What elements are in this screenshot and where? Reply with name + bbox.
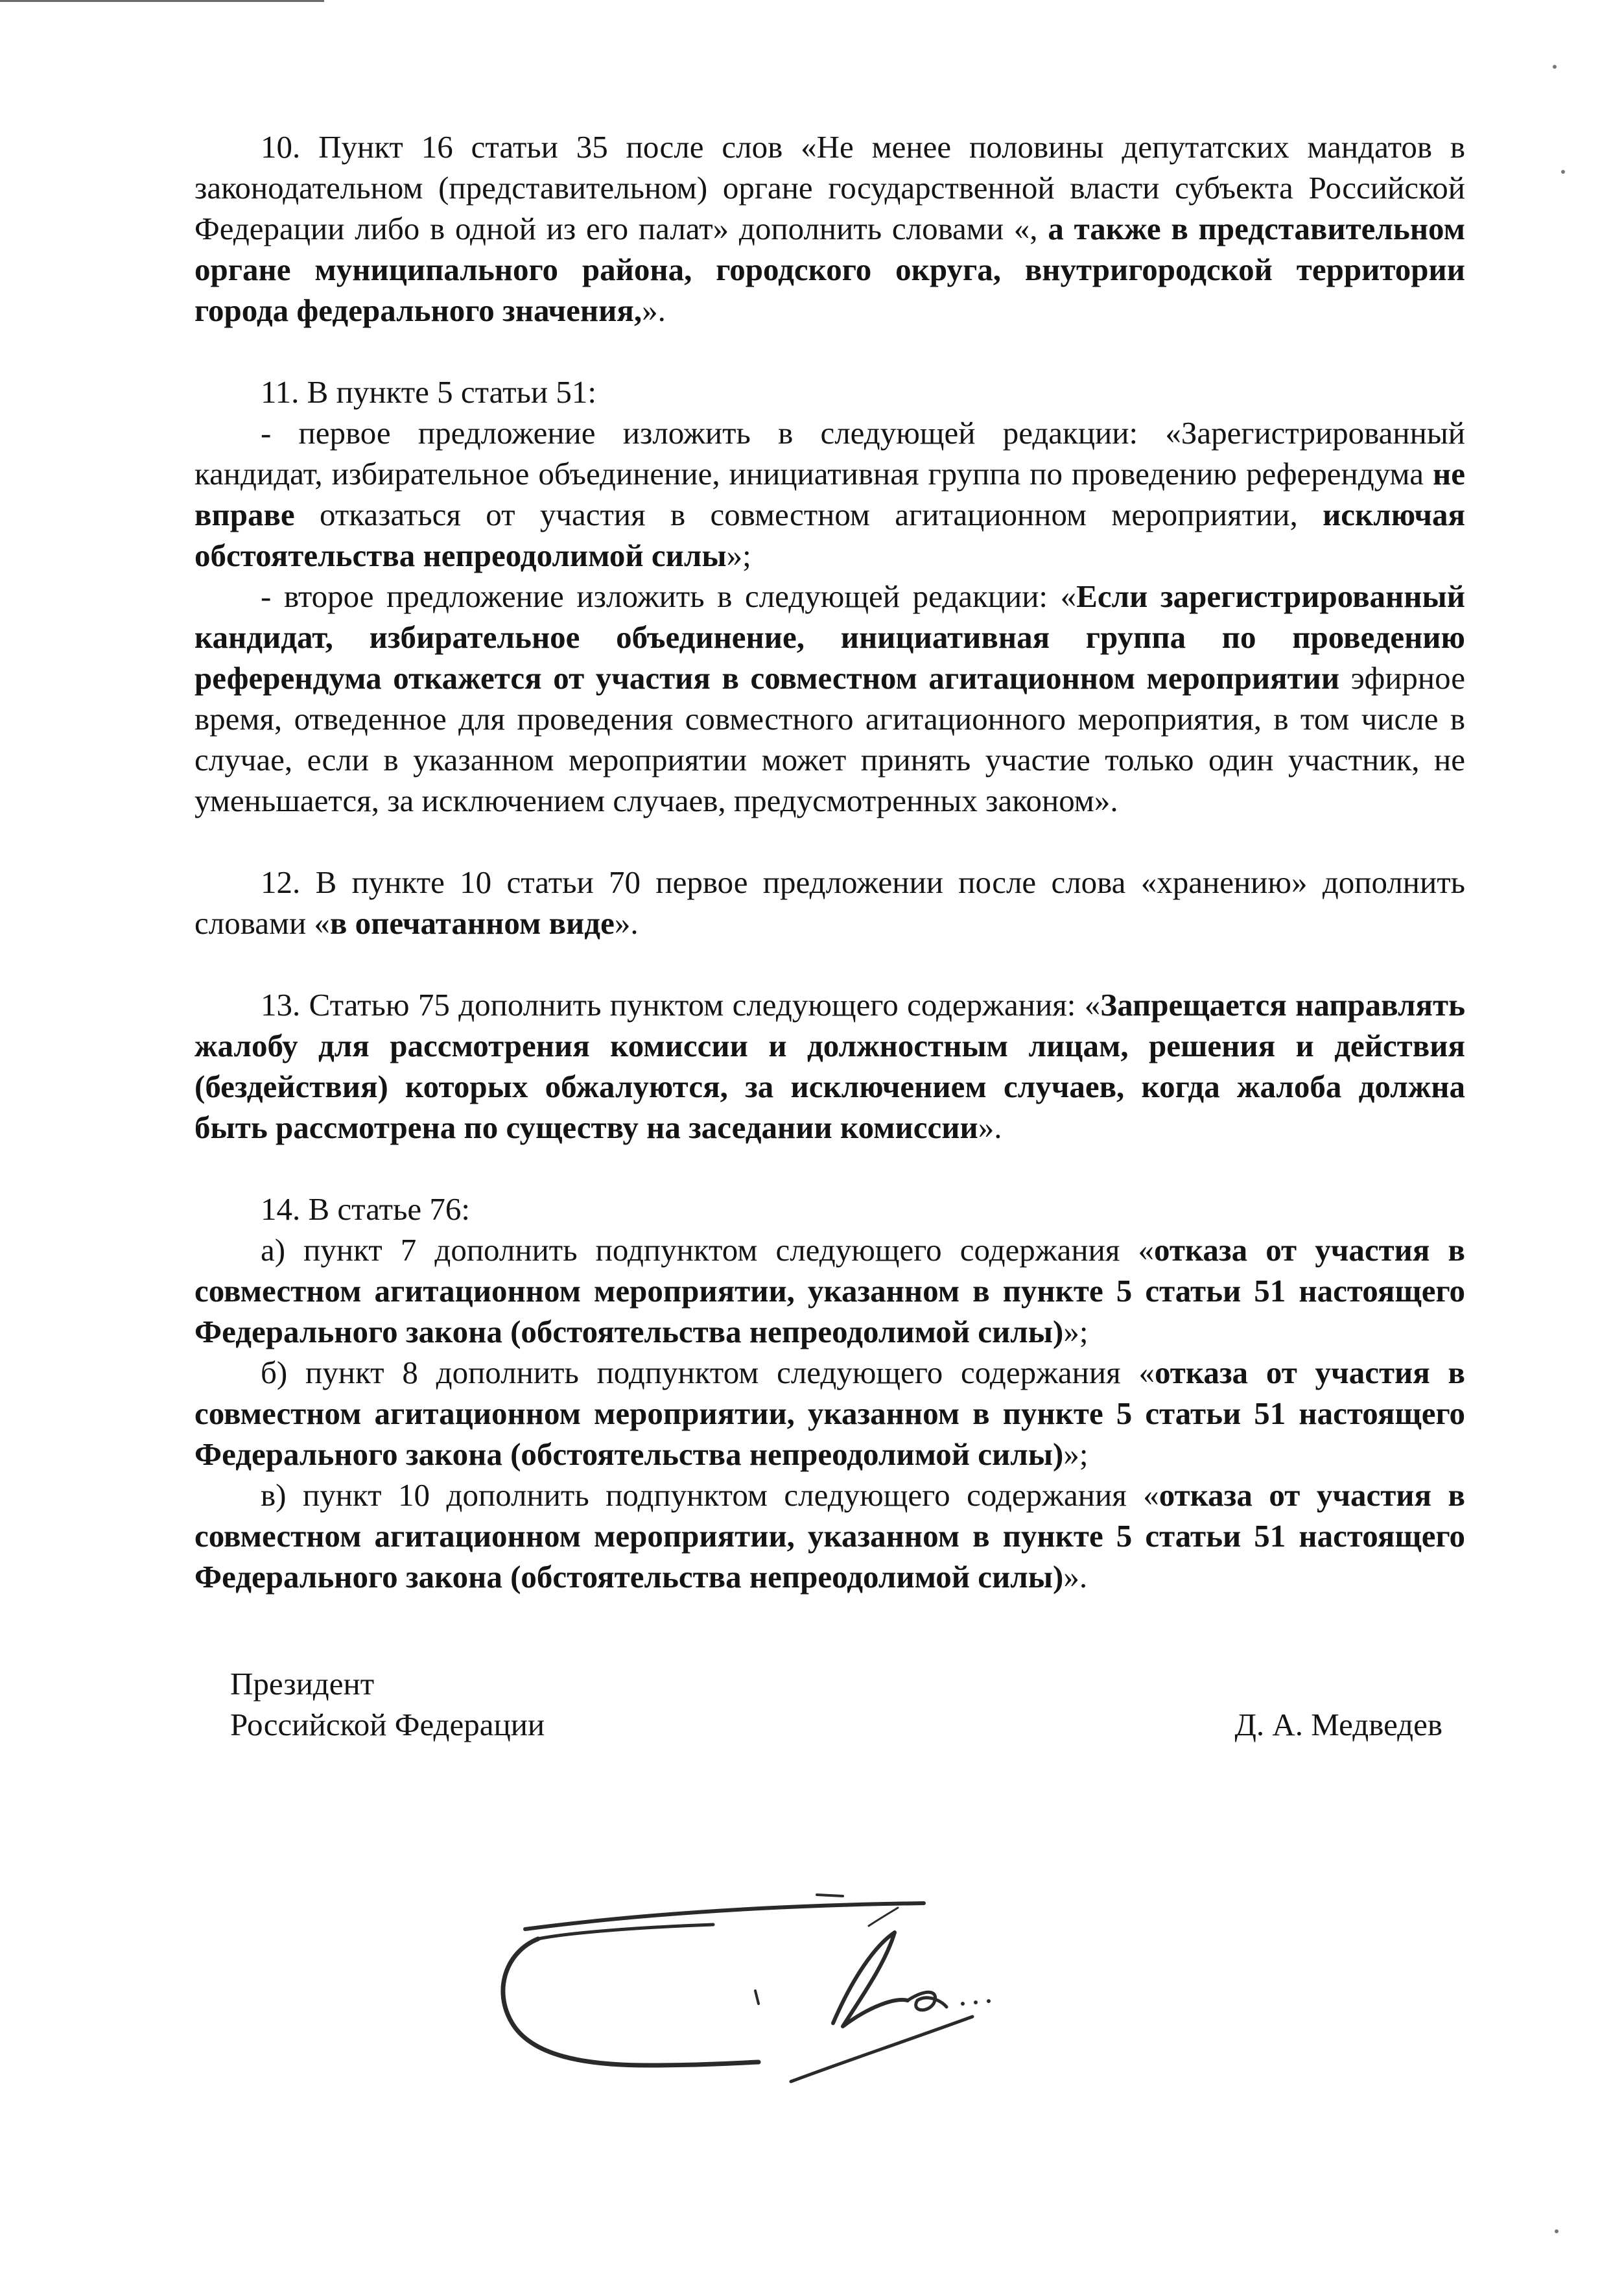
text-run: эфирное время, отведенное для проведения совместного агитационного мероприятия, в том числе в случае, если в указанном мероприятии может принять участие только один участник, не уменьшается, за исключением случаев, предусмотренных законом». xyxy=(194,660,1465,818)
text-run: 11. В пункте 5 статьи 51: xyxy=(261,374,596,410)
scan-speck xyxy=(1555,2229,1559,2233)
text-run: 13. Статью 75 дополнить пунктом следующего содержания: « xyxy=(261,987,1101,1023)
text-run: 14. В статье 76: xyxy=(261,1191,471,1227)
text-run: »; xyxy=(1063,1436,1089,1472)
text-run: 10. Пункт 16 статьи 35 после слов «Не менее половины депутатских мандатов в законодательном (представительном) органе государственной власти субъекта Российской Федерации либо в одной из его палат» дополнить словами «, xyxy=(194,129,1465,246)
paragraph-item-14-b xyxy=(194,1352,1465,1475)
bold-text-run: отказа от участия в совместном агитационном мероприятии, указанном в пункте 5 статьи 51 настоящего Федерального закона (обстоятельства непреодолимой силы) xyxy=(194,1477,1465,1595)
text-run: - второе предложение изложить в следующей редакции: « xyxy=(261,578,1077,614)
text-run: »; xyxy=(726,538,751,573)
text-run: ». xyxy=(1063,1559,1088,1595)
text-run: 12. В пункте 10 статьи 70 первое предложении после слова «хранению» дополнить словами « xyxy=(194,864,1465,941)
paragraph-item-11-second-sentence xyxy=(194,576,1465,821)
text-run: отказаться от участия в совместном агитационном мероприятии, xyxy=(294,497,1323,532)
paragraph-item-14-c xyxy=(194,1475,1465,1597)
scan-edge-line xyxy=(0,0,324,2)
bold-text-run: исключая обстоятельства непреодолимой силы xyxy=(194,497,1465,573)
paragraph-item-10 xyxy=(194,126,1465,331)
signatory-name: Д. А. Медведев xyxy=(1234,1707,1442,1742)
text-run: »; xyxy=(1063,1314,1089,1349)
paragraph-item-11-heading xyxy=(194,372,1465,412)
text-run: ». xyxy=(642,292,666,328)
bold-text-run: а также в представительном органе муниципального района, городского округа, внутригородской территории города федерального значения, xyxy=(194,211,1466,328)
signatory-title: Президент xyxy=(230,1666,375,1702)
paragraph-item-14-heading xyxy=(194,1189,1465,1229)
bold-text-run: Запрещается направлять жалобу для рассмотрения комиссии и должностным лицам, решения и действия (бездействия) которых обжалуются, за исключением случаев, когда жалоба должна быть рассмотрена по существу на заседании комиссии xyxy=(194,987,1465,1145)
paragraph-item-14-a xyxy=(194,1229,1465,1352)
text-run: в) пункт 10 дополнить подпунктом следующего содержания « xyxy=(261,1477,1159,1513)
bold-text-run: отказа от участия в совместном агитационном мероприятии, указанном в пункте 5 статьи 51 настоящего Федерального закона (обстоятельства непреодолимой силы) xyxy=(194,1232,1465,1349)
document-body xyxy=(194,126,1465,1597)
paragraph-item-11-first-sentence xyxy=(194,412,1465,576)
handwritten-signature xyxy=(480,1868,1063,2140)
paragraph-item-12 xyxy=(194,862,1465,943)
signature-block xyxy=(230,1663,1449,1745)
text-run: б) пункт 8 дополнить подпунктом следующего содержания « xyxy=(261,1355,1155,1390)
scan-speck xyxy=(1553,65,1557,69)
bold-text-run: отказа от участия в совместном агитационном мероприятии, указанном в пункте 5 статьи 51 настоящего Федерального закона (обстоятельства непреодолимой силы) xyxy=(194,1355,1466,1472)
bold-text-run: Если зарегистрированный кандидат, избирательное объединение, инициативная группа по проведению референдума откажется от участия в совместном агитационном мероприятии xyxy=(194,578,1465,696)
bold-text-run: не вправе xyxy=(194,456,1465,532)
bold-text-run: в опечатанном виде xyxy=(329,905,615,941)
paragraph-item-13 xyxy=(194,984,1465,1148)
text-run: ». xyxy=(614,905,639,941)
text-run: а) пункт 7 дополнить подпунктом следующего содержания « xyxy=(261,1232,1154,1268)
scan-speck xyxy=(1561,170,1565,174)
signatory-country: Российской Федерации xyxy=(230,1707,545,1742)
text-run: - первое предложение изложить в следующей редакции: «Зарегистрированный кандидат, избирательное объединение, инициативная группа по проведению референдума xyxy=(194,415,1465,492)
text-run: ». xyxy=(978,1109,1002,1145)
